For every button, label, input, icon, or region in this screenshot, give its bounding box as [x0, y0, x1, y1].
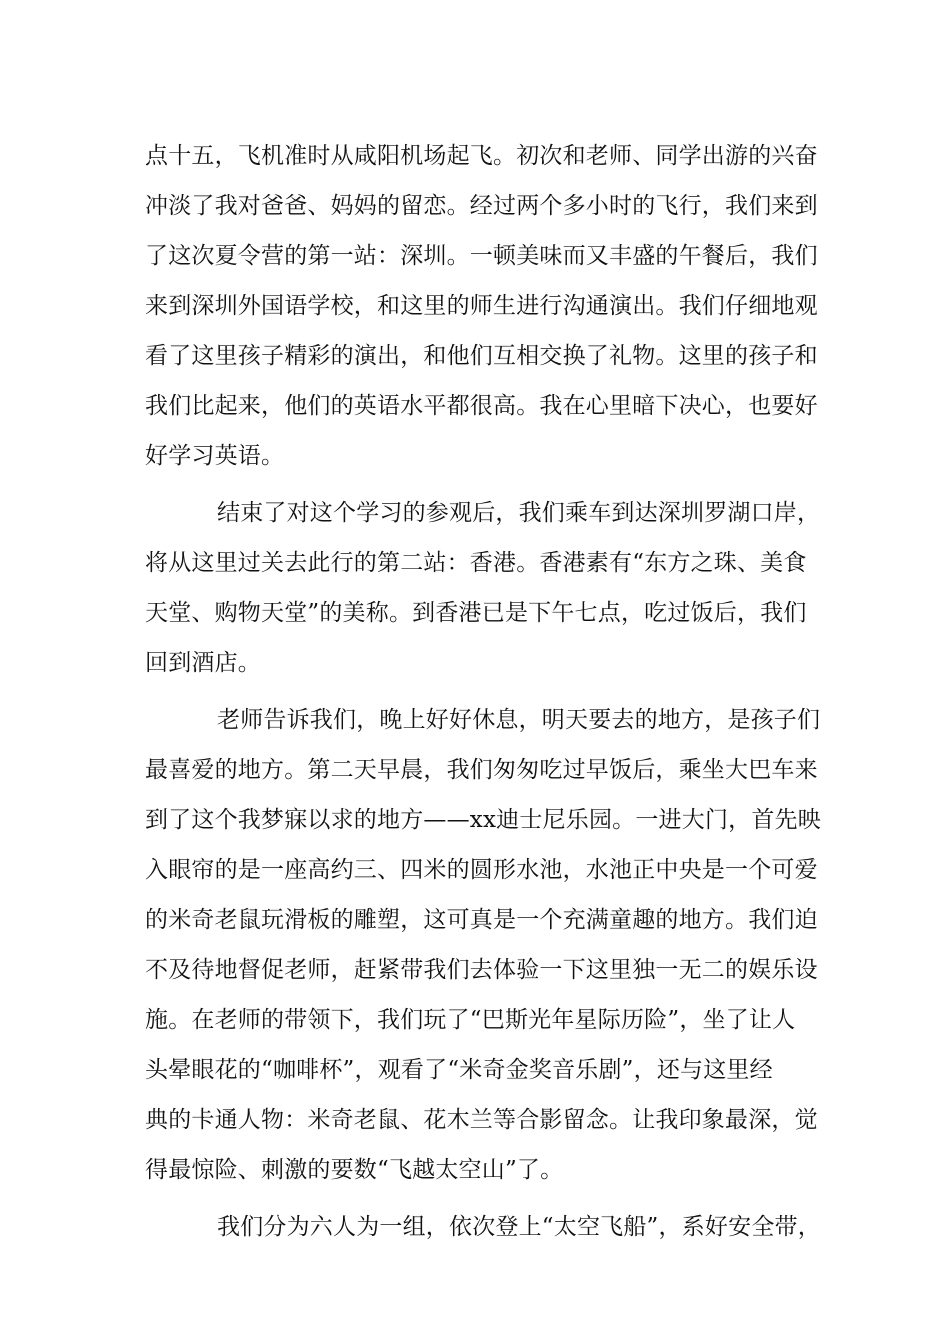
text-line: 回到酒店。 [145, 650, 261, 676]
text-line: 的米奇老鼠玩滑板的雕塑，这可真是一个充满童趣的地方。我们迫 [145, 907, 818, 933]
text-line: 最喜爱的地方。第二天早晨，我们匆匆吃过早饭后，乘坐大巴车来 [145, 757, 818, 783]
paragraph-start-line: 我们分为六人为一组，依次登上“太空飞船”，系好安全带， [217, 1214, 821, 1240]
text-line: 到了这个我梦寐以求的地方——xx迪士尼乐园。一进大门，首先映 [145, 807, 821, 833]
text-line: 入眼帘的是一座高约三、四米的圆形水池，水池正中央是一个可爱 [145, 857, 818, 883]
text-line: 了这次夏令营的第一站：深圳。一顿美味而又丰盛的午餐后，我们 [145, 243, 818, 269]
text-line: 将从这里过关去此行的第二站：香港。香港素有“东方之珠、美食 [145, 550, 807, 576]
text-line: 点十五，飞机准时从咸阳机场起飞。初次和老师、同学出游的兴奋 [145, 143, 818, 169]
text-line: 头晕眼花的“咖啡杯”，观看了“米奇金奖音乐剧”，还与这里经 [145, 1057, 773, 1083]
paragraph-start-line: 结束了对这个学习的参观后，我们乘车到达深圳罗湖口岸， [217, 500, 821, 526]
text-line: 天堂、购物天堂”的美称。到香港已是下午七点，吃过饭后，我们 [145, 600, 807, 626]
document-body [145, 131, 845, 1252]
text-line: 我们比起来，他们的英语水平都很高。我在心里暗下决心，也要好 [145, 393, 818, 419]
paragraph-start-line: 老师告诉我们，晚上好好休息，明天要去的地方，是孩子们 [217, 707, 821, 733]
text-line: 冲淡了我对爸爸、妈妈的留恋。经过两个多小时的飞行，我们来到 [145, 193, 818, 219]
text-line: 好学习英语。 [145, 443, 285, 469]
text-line: 来到深圳外国语学校，和这里的师生进行沟通演出。我们仔细地观 [145, 293, 818, 319]
text-line: 典的卡通人物：米奇老鼠、花木兰等合影留念。让我印象最深，觉 [145, 1107, 818, 1133]
text-line: 不及待地督促老师，赶紧带我们去体验一下这里独一无二的娱乐设 [145, 957, 818, 983]
text-line: 看了这里孩子精彩的演出，和他们互相交换了礼物。这里的孩子和 [145, 343, 818, 369]
text-line: 施。在老师的带领下，我们玩了“巴斯光年星际历险”，坐了让人 [145, 1007, 796, 1033]
text-line: 得最惊险、刺激的要数“飞越太空山”了。 [145, 1157, 564, 1183]
